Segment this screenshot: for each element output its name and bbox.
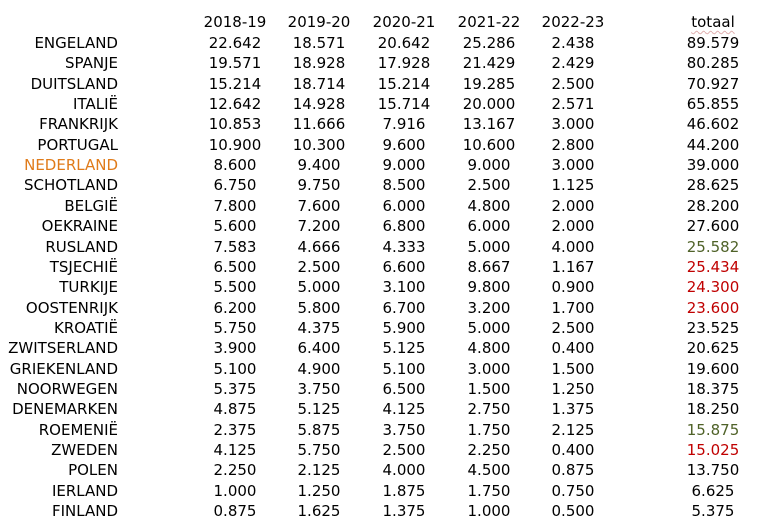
- season-value: 22.642: [208, 34, 262, 52]
- total-value: 20.625: [686, 339, 740, 358]
- season-value: 3.000: [551, 156, 595, 175]
- season-value: 6.000: [382, 196, 426, 215]
- season-value: 20.000: [462, 95, 516, 114]
- season-value: 6.750: [213, 176, 257, 195]
- season-value: 5.125: [297, 400, 341, 419]
- season-value: 1.875: [382, 481, 426, 500]
- season-value: 1.250: [551, 379, 595, 398]
- season-value: 2.125: [551, 420, 595, 439]
- season-value: 18.714: [292, 74, 346, 93]
- table-row: [0, 196, 769, 216]
- season-value: 4.000: [551, 237, 595, 256]
- country-name: IERLAND: [51, 481, 118, 500]
- season-value: 10.900: [208, 135, 262, 154]
- season-value: 9.800: [467, 278, 511, 297]
- season-value: 2.571: [551, 95, 595, 114]
- table-row: [0, 318, 769, 338]
- season-value: 2.375: [213, 420, 257, 439]
- country-name: NEDERLAND: [24, 156, 118, 175]
- table-row: [0, 114, 769, 134]
- season-value: 2.750: [467, 400, 511, 419]
- season-value: 1.500: [551, 359, 595, 378]
- season-value: 6.600: [382, 257, 426, 276]
- season-value: 0.750: [551, 481, 595, 500]
- country-name: TURKIJE: [59, 278, 118, 297]
- country-name: PORTUGAL: [37, 135, 118, 154]
- season-value: 1.500: [467, 379, 511, 398]
- season-value: 1.000: [213, 481, 257, 500]
- season-value: 10.600: [462, 135, 516, 154]
- season-value: 5.000: [467, 318, 511, 337]
- total-value: 19.600: [686, 359, 740, 378]
- table-row: [0, 359, 769, 379]
- table-row: [0, 338, 769, 358]
- season-value: 12.642: [208, 95, 262, 114]
- season-value: 5.500: [213, 278, 257, 297]
- season-value: 2.500: [551, 318, 595, 337]
- table-row: [0, 135, 769, 155]
- season-value: 4.125: [382, 400, 426, 419]
- season-value: 3.000: [467, 359, 511, 378]
- season-value: 19.571: [208, 54, 262, 73]
- table-row: [0, 216, 769, 236]
- season-value: 2.429: [551, 54, 595, 73]
- total-value: 28.625: [686, 176, 740, 195]
- table-row: [0, 53, 769, 73]
- season-value: 9.400: [297, 156, 341, 175]
- year-header-2019-20: 2019-20: [287, 13, 351, 31]
- table-row: [0, 175, 769, 195]
- season-value: 15.214: [377, 74, 431, 93]
- table-row: [0, 155, 769, 175]
- country-name: SCHOTLAND: [24, 176, 118, 195]
- season-value: 9.000: [467, 156, 511, 175]
- total-value: 5.375: [691, 502, 735, 521]
- season-value: 2.250: [467, 441, 511, 459]
- country-name: KROATIË: [54, 318, 118, 337]
- season-value: 3.100: [382, 278, 426, 297]
- total-value: 46.602: [686, 115, 740, 134]
- season-value: 2.000: [551, 196, 595, 215]
- season-value: 1.250: [297, 481, 341, 500]
- season-value: 6.000: [467, 217, 511, 236]
- season-value: 5.800: [297, 298, 341, 317]
- table-row: [0, 277, 769, 297]
- season-value: 2.800: [551, 135, 595, 154]
- season-value: 20.642: [377, 34, 431, 52]
- season-value: 4.500: [467, 461, 511, 480]
- season-value: 3.750: [297, 379, 341, 398]
- season-value: 5.125: [382, 339, 426, 358]
- season-value: 8.500: [382, 176, 426, 195]
- table-row: [0, 440, 769, 460]
- season-value: 9.000: [382, 156, 426, 175]
- season-value: 2.125: [297, 461, 341, 480]
- total-value: 15.025: [686, 441, 740, 459]
- country-name: OOSTENRIJK: [25, 298, 118, 317]
- season-value: 6.700: [382, 298, 426, 317]
- season-value: 5.100: [213, 359, 257, 378]
- season-value: 7.916: [382, 115, 426, 134]
- season-value: 17.928: [377, 54, 431, 73]
- season-value: 2.438: [551, 34, 595, 52]
- season-value: 2.000: [551, 217, 595, 236]
- season-value: 7.800: [213, 196, 257, 215]
- country-name: FINLAND: [51, 502, 118, 521]
- table-row: [0, 298, 769, 318]
- season-value: 4.666: [297, 237, 341, 256]
- season-value: 18.928: [292, 54, 346, 73]
- season-value: 5.750: [213, 318, 257, 337]
- season-value: 19.285: [462, 74, 516, 93]
- country-name: DENEMARKEN: [12, 400, 118, 419]
- season-value: 5.100: [382, 359, 426, 378]
- season-value: 0.500: [551, 502, 595, 521]
- season-value: 5.000: [297, 278, 341, 297]
- season-value: 6.400: [297, 339, 341, 358]
- total-value: 27.600: [686, 217, 740, 236]
- header-row: [0, 12, 769, 32]
- season-value: 25.286: [462, 34, 516, 52]
- season-value: 15.714: [377, 95, 431, 114]
- season-value: 2.500: [467, 176, 511, 195]
- season-value: 5.900: [382, 318, 426, 337]
- country-name: ITALIË: [73, 95, 118, 114]
- season-value: 2.500: [551, 74, 595, 93]
- season-value: 4.800: [467, 196, 511, 215]
- total-value: 25.582: [686, 237, 740, 256]
- season-value: 1.700: [551, 298, 595, 317]
- table-row: [0, 460, 769, 480]
- year-header-2018-19: 2018-19: [203, 13, 267, 31]
- season-value: 9.600: [382, 135, 426, 154]
- country-name: RUSLAND: [45, 237, 118, 256]
- country-name: ENGELAND: [34, 34, 118, 52]
- country-name: ROEMENIË: [38, 420, 118, 439]
- season-value: 7.600: [297, 196, 341, 215]
- season-value: 1.750: [467, 481, 511, 500]
- season-value: 1.125: [551, 176, 595, 195]
- country-name: SPANJE: [65, 54, 118, 73]
- season-value: 7.583: [213, 237, 257, 256]
- season-value: 3.750: [382, 420, 426, 439]
- season-value: 18.571: [292, 34, 346, 52]
- table-row: [0, 379, 769, 399]
- season-value: 14.928: [292, 95, 346, 114]
- season-value: 8.667: [467, 257, 511, 276]
- total-value: 80.285: [686, 54, 740, 73]
- season-value: 4.375: [297, 318, 341, 337]
- season-value: 5.750: [297, 441, 341, 459]
- country-name: FRANKRIJK: [39, 115, 118, 134]
- table-row: [0, 481, 769, 501]
- season-value: 5.000: [467, 237, 511, 256]
- year-header-2021-22: 2021-22: [457, 13, 521, 31]
- total-value: 24.300: [686, 278, 740, 297]
- total-value: 70.927: [686, 74, 740, 93]
- season-value: 0.900: [551, 278, 595, 297]
- total-value: 15.875: [686, 420, 740, 439]
- season-value: 4.900: [297, 359, 341, 378]
- season-value: 2.500: [297, 257, 341, 276]
- season-value: 11.666: [292, 115, 346, 134]
- season-value: 1.000: [467, 502, 511, 521]
- year-header-2020-21: 2020-21: [372, 13, 436, 31]
- country-name: GRIEKENLAND: [9, 359, 118, 378]
- table-row: [0, 501, 769, 521]
- country-name: DUITSLAND: [30, 74, 118, 93]
- country-name: OEKRAINE: [41, 217, 118, 236]
- total-value: 23.600: [686, 298, 740, 317]
- total-value: 28.200: [686, 196, 740, 215]
- season-value: 4.800: [467, 339, 511, 358]
- total-value: 44.200: [686, 135, 740, 154]
- season-value: 10.300: [292, 135, 346, 154]
- season-value: 7.200: [297, 217, 341, 236]
- total-value: 13.750: [686, 461, 740, 480]
- total-value: 23.525: [686, 318, 740, 337]
- season-value: 1.750: [467, 420, 511, 439]
- season-value: 0.875: [213, 502, 257, 521]
- season-value: 1.167: [551, 257, 595, 276]
- total-value: 39.000: [686, 156, 740, 175]
- total-value: 6.625: [691, 481, 735, 500]
- season-value: 4.000: [382, 461, 426, 480]
- country-name: ZWEDEN: [51, 441, 118, 459]
- country-name: BELGIË: [64, 196, 118, 215]
- season-value: 1.375: [382, 502, 426, 521]
- table-row: [0, 237, 769, 257]
- season-value: 9.750: [297, 176, 341, 195]
- season-value: 2.250: [213, 461, 257, 480]
- season-value: 1.375: [551, 400, 595, 419]
- total-value: 25.434: [686, 257, 740, 276]
- table-row: [0, 257, 769, 277]
- year-header-2022-23: 2022-23: [541, 13, 605, 31]
- season-value: 10.853: [208, 115, 262, 134]
- season-value: 0.875: [551, 461, 595, 480]
- table-row: [0, 420, 769, 440]
- season-value: 15.214: [208, 74, 262, 93]
- season-value: 21.429: [462, 54, 516, 73]
- total-value: 18.250: [686, 400, 740, 419]
- season-value: 4.333: [382, 237, 426, 256]
- season-value: 5.875: [297, 420, 341, 439]
- season-value: 6.200: [213, 298, 257, 317]
- season-value: 1.625: [297, 502, 341, 521]
- season-value: 8.600: [213, 156, 257, 175]
- table-row: [0, 74, 769, 94]
- season-value: 3.200: [467, 298, 511, 317]
- season-value: 13.167: [462, 115, 516, 134]
- total-value: 65.855: [686, 95, 740, 114]
- season-value: 5.375: [213, 379, 257, 398]
- country-name: NOORWEGEN: [16, 379, 118, 398]
- season-value: 3.000: [551, 115, 595, 134]
- season-value: 0.400: [551, 339, 595, 358]
- country-name: POLEN: [68, 461, 118, 480]
- table-row: [0, 94, 769, 114]
- total-value: 18.375: [686, 379, 740, 398]
- season-value: 6.500: [382, 379, 426, 398]
- season-value: 4.125: [213, 441, 257, 459]
- season-value: 3.900: [213, 339, 257, 358]
- season-value: 6.500: [213, 257, 257, 276]
- table-row: [0, 399, 769, 419]
- season-value: 4.875: [213, 400, 257, 419]
- country-name: ZWITSERLAND: [8, 339, 118, 358]
- season-value: 0.400: [551, 441, 595, 459]
- table-row: [0, 33, 769, 53]
- season-value: 6.800: [382, 217, 426, 236]
- season-value: 5.600: [213, 217, 257, 236]
- country-name: TSJECHIË: [49, 257, 118, 276]
- total-header: totaal: [691, 13, 735, 31]
- season-value: 2.500: [382, 441, 426, 459]
- total-value: 89.579: [686, 34, 740, 52]
